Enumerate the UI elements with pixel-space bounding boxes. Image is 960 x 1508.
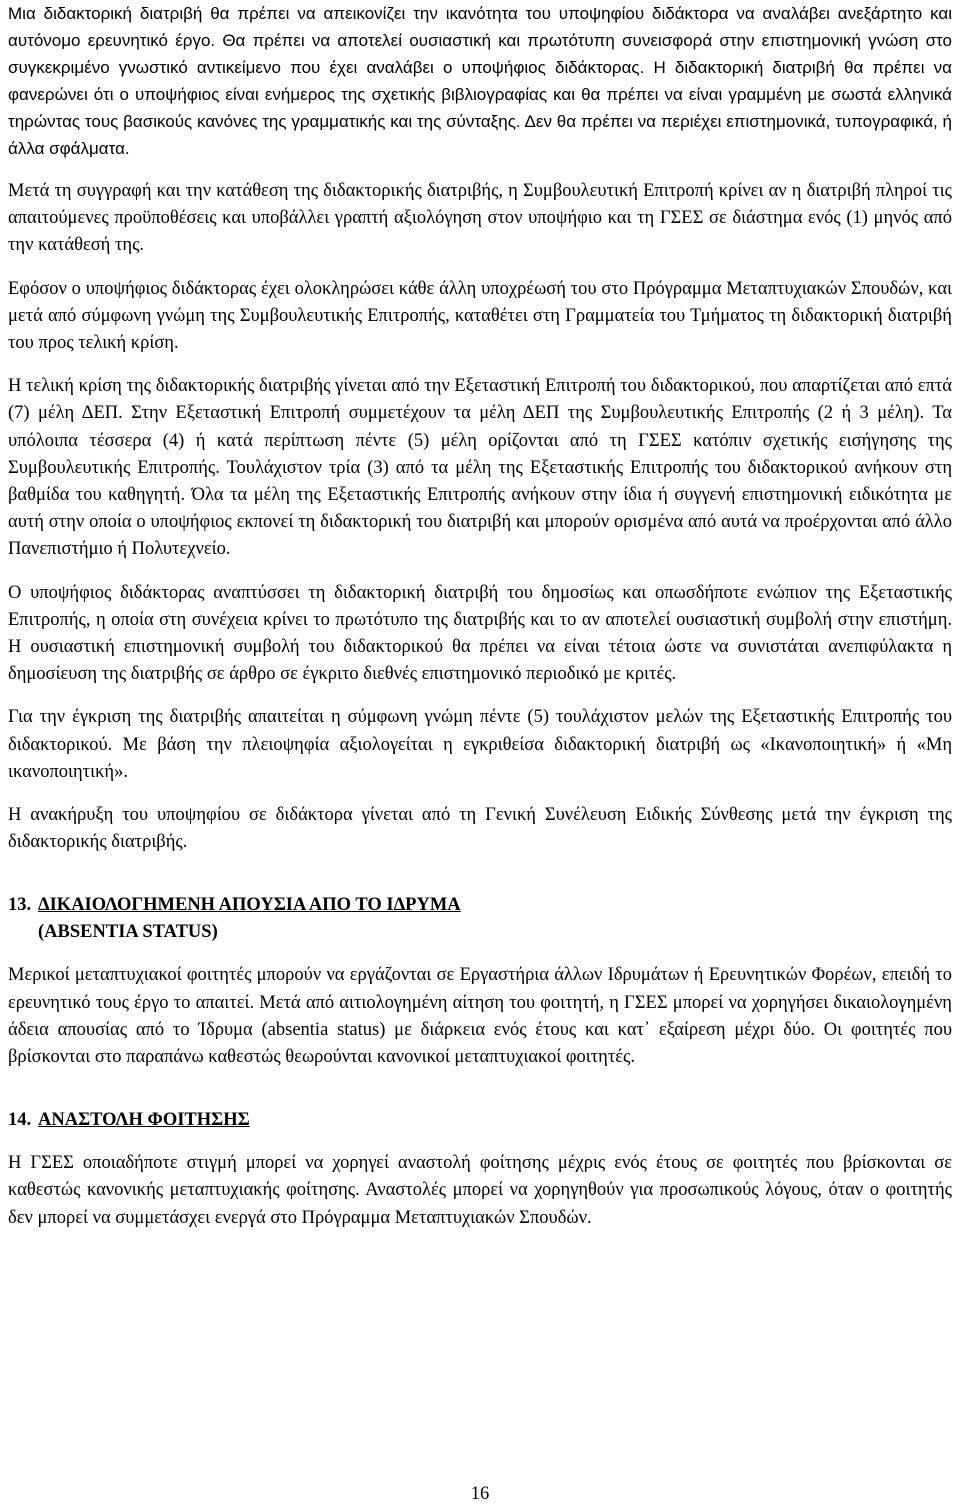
paragraph-doctorate-proclamation: Η ανακήρυξη του υποψηφίου σε διδάκτορα γίνεται από τη Γενική Συνέλευση Ειδικής Σύνθεσης μετά την έγκριση της διδακτορικής διατριβής. bbox=[8, 805, 952, 853]
document-page bbox=[8, 0, 952, 1232]
section-14-title: ΑΝΑΣΤΟΛΗ ΦΟΙΤΗΣΗΣ bbox=[38, 1110, 250, 1131]
section-14-number: 14. bbox=[8, 1110, 32, 1131]
paragraph-final-deposit: Εφόσον ο υποψήφιος διδάκτορας έχει ολοκληρώσει κάθε άλλη υποχρέωσή του στο Πρόγραμμα Μεταπτυχιακών Σπουδών, και μετά από σύμφωνη γνώμη της Συμβουλευτικής Επιτροπής, καταθέτει στη Γραμματεία του Τμήματος τη διδακτορική διατριβή του προς τελική κρίση. bbox=[8, 278, 952, 354]
section-13-subtitle: (ABSENTIA STATUS) bbox=[38, 922, 218, 943]
paragraph-thesis-submission: Μετά τη συγγραφή και την κατάθεση της διδακτορικής διατριβής, η Συμβουλευτική Επιτροπή κρίνει αν η διατριβή πληροί τις απαιτούμενες προϋποθέσεις και υποβάλλει γραπτή αξιολόγηση στον υποψήφιο και τη ΓΣΕΣ σε διάστημα ενός (1) μηνός από την κατάθεσή της. bbox=[8, 181, 952, 256]
section-14-body: Η ΓΣΕΣ οποιαδήποτε στιγμή μπορεί να χορηγεί αναστολή φοίτησης μέχρις ενός έτους σε φοιτητές που βρίσκονται σε καθεστώς κανονικής μεταπτυχιακής φοίτησης. Αναστολές μπορεί να χορηγηθούν για προσωπικούς λόγους, όταν ο φοιτητής δεν μπορεί να συμμετάσχει ενεργά στο Πρόγραμμα Μεταπτυχιακών Σπουδών. bbox=[8, 1153, 952, 1228]
paragraph-examination-committee: Η τελική κρίση της διδακτορικής διατριβής γίνεται από την Εξεταστική Επιτροπή του διδακτορικού, που απαρτίζεται από επτά (7) μέλη ΔΕΠ. Στην Εξεταστική Επιτροπή συμμετέχουν τα μέλη ΔΕΠ της Συμβουλευτικής Επιτροπής (2 ή 3 μέλη). Τα υπόλοιπα τέσσερα (4) ή κατά περίπτωση πέντε (5) μέλη ορίζονται από τη ΓΣΕΣ κατόπιν σχετικής εισήγησης της Συμβουλευτικής Επιτροπής. Τουλάχιστον τρία (3) από τα μέλη της Εξεταστικής Επιτροπής του διδακτορικού ανήκουν στη βαθμίδα του καθηγητή. Όλα τα μέλη της Εξεταστικής Επιτροπής ανήκουν στην ίδια ή συγγενή επιστημονική ειδικότητα με αυτή στην οποία ο υποψήφιος εκπονεί τη διδακτορική του διατριβή και μπορούν ορισμένα από αυτά να προέρχονται από άλλο Πανεπιστήμιο ή Πολυτεχνείο. bbox=[8, 376, 952, 560]
paragraph-thesis-defense: Ο υποψήφιος διδάκτορας αναπτύσσει τη διδακτορική διατριβή του δημοσίως και οπωσδήποτε ενώπιον της Εξεταστικής Επιτροπής, η οποία στη συνέχεια κρίνει το πρωτότυπο της διατριβής και το αν αποτελεί ουσιαστική συμβολή στην επιστήμη. Η ουσιαστική επιστημονική συμβολή του διδακτορικού θα πρέπει να είναι τέτοια ώστε να συνιστάται ανεπιφύλακτα η δημοσίευση της διατριβής σε άρθρο σε έγκριτο διεθνές επιστημονικό περιοδικό με κριτές. bbox=[8, 582, 952, 685]
paragraph-thesis-approval: Για την έγκριση της διατριβής απαιτείται η σύμφωνη γνώμη πέντε (5) τουλάχιστον μελών της Εξεταστικής Επιτροπής του διδακτορικού. Με βάση την πλειοψηφία αξιολογείται η εγκριθείσα διδακτορική διατριβή ως «Ικανοποιητική» ή «Μη ικανοποιητική». bbox=[8, 707, 952, 782]
section-14-heading bbox=[8, 1107, 952, 1134]
section-13-heading bbox=[8, 892, 952, 946]
section-13-title: ΔΙΚΑΙΟΛΟΓΗΜΕΝΗ ΑΠΟΥΣΙΑ ΑΠΟ ΤΟ ΙΔΡΥΜΑ bbox=[38, 895, 461, 916]
section-13-body: Μερικοί μεταπτυχιακοί φοιτητές μπορούν να εργάζονται σε Εργαστήρια άλλων Ιδρυμάτων ή Ερευνητικών Φορέων, επειδή το ερευνητικό τους έργο το απαιτεί. Μετά από αιτιολογημένη αίτηση του φοιτητή, η ΓΣΕΣ μπορεί να χορηγήσει δικαιολογημένη άδεια απουσίας από το Ίδρυμα (absentia status) με διάρκεια ενός έτους και κατ᾿ εξαίρεση μέχρι δύο. Οι φοιτητές που βρίσκονται στο παραπάνω καθεστώς θεωρούνται κανονικοί μεταπτυχιακοί φοιτητές. bbox=[8, 965, 952, 1068]
section-13-number: 13. bbox=[8, 895, 32, 916]
paragraph-thesis-requirements: Μια διδακτορική διατριβή θα πρέπει να απεικονίζει την ικανότητα του υποψηφίου διδάκτορα να αναλάβει ανεξάρτητο και αυτόνομο ερευνητικό έργο. Θα πρέπει να αποτελεί ουσιαστική και πρωτότυπη συνεισφορά στην επιστημονική γνώση στο συγκεκριμένο γνωστικό αντικείμενο που έχει αναλάβει ο υποψήφιος διδάκτορας. Η διδακτορική διατριβή θα πρέπει να φανερώνει ότι ο υποψήφιος είναι ενήμερος της σχετικής βιβλιογραφίας και θα πρέπει να είναι γραμμένη με σωστά ελληνικά τηρώντας τους βασικούς κανόνες της γραμματικής και της σύνταξης. Δεν θα πρέπει να περιέχει επιστημονικά, τυπογραφικά, ή άλλα σφάλματα. bbox=[8, 4, 952, 158]
page-number: 16 bbox=[470, 1484, 490, 1504]
